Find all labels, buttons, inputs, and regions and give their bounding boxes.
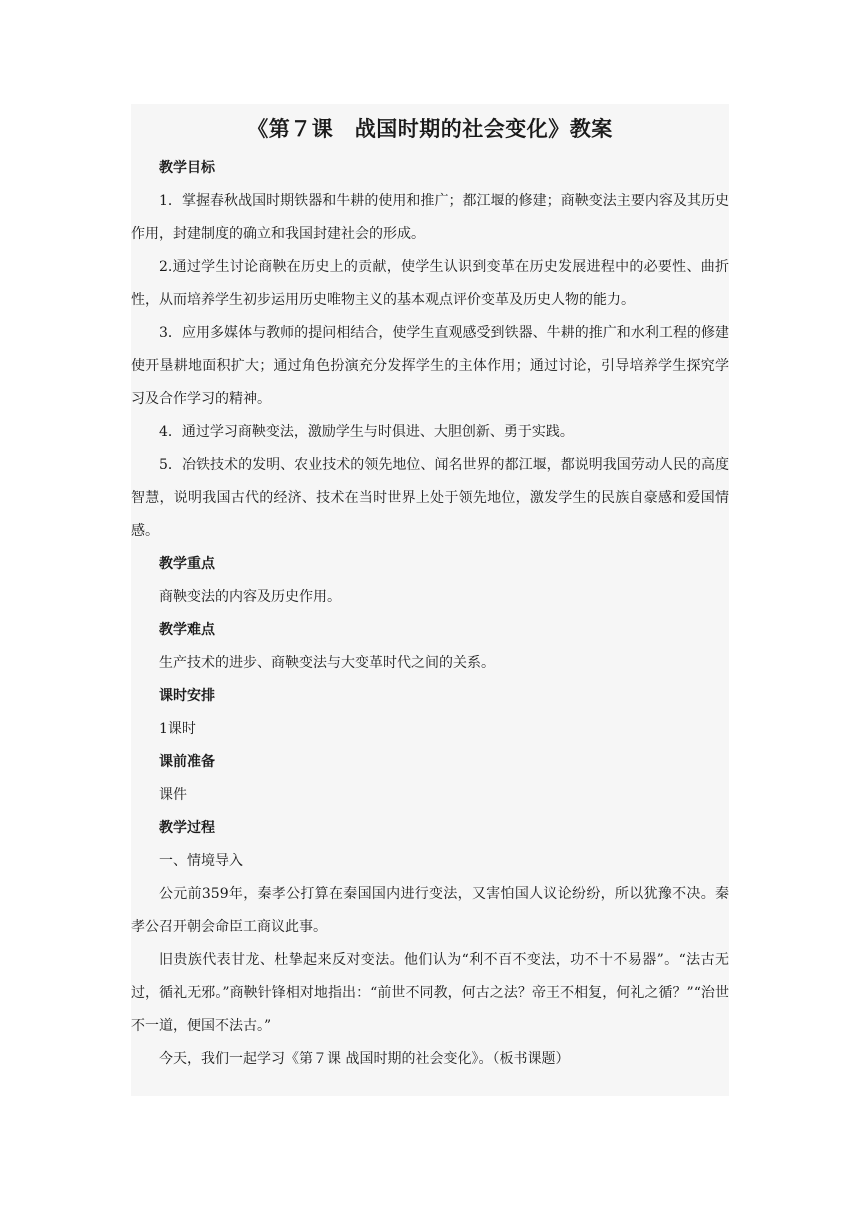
section-heading-schedule: 课时安排	[159, 688, 215, 704]
process-paragraph-2: 旧贵族代表甘龙、杜挚起来反对变法。他们认为“利不百不变法，功不十不易器”。“法古无过，循礼无邪。”商鞅针锋相对地指出：“前世不同教，何古之法？帝王不相复，何礼之循？”“治世不一道，便国不法古。”	[131, 952, 729, 1034]
section-heading-process: 教学过程	[159, 820, 215, 836]
difficulties-text: 生产技术的进步、商鞅变法与大变革时代之间的关系。	[159, 655, 495, 671]
schedule-text: 1课时	[159, 721, 196, 737]
section-heading-difficulties: 教学难点	[159, 622, 215, 638]
key-points-text: 商鞅变法的内容及历史作用。	[159, 589, 341, 605]
section-heading-key-points: 教学重点	[159, 556, 215, 572]
process-step-intro: 一、情境导入	[159, 853, 243, 869]
document-title: 《第７课 战国时期的社会变化》教案	[247, 117, 613, 141]
objective-3: 3．应用多媒体与教师的提问相结合，使学生直观感受到铁器、牛耕的推广和水利工程的修建使开垦耕地面积扩大；通过角色扮演充分发挥学生的主体作用；通过讨论，引导培养学生探究学习及合作学习的精神。	[131, 325, 729, 407]
objective-1: 1．掌握春秋战国时期铁器和牛耕的使用和推广；都江堰的修建；商鞅变法主要内容及其历史作用，封建制度的确立和我国封建社会的形成。	[131, 193, 729, 242]
objective-2: 2.通过学生讨论商鞅在历史上的贡献，使学生认识到变革在历史发展进程中的必要性、曲折性，从而培养学生初步运用历史唯物主义的基本观点评价变革及历史人物的能力。	[131, 259, 729, 308]
section-heading-objectives: 教学目标	[159, 160, 215, 176]
preparation-text: 课件	[159, 787, 187, 803]
objective-5: 5．冶铁技术的发明、农业技术的领先地位、闻名世界的都江堰，都说明我国劳动人民的高度智慧，说明我国古代的经济、技术在当时世界上处于领先地位，激发学生的民族自豪感和爱国情感。	[131, 457, 729, 539]
document-body	[131, 104, 729, 1076]
process-paragraph-3: 今天，我们一起学习《第７课 战国时期的社会变化》。（板书课题）	[159, 1051, 570, 1067]
objective-4: 4．通过学习商鞅变法，激励学生与时俱进、大胆创新、勇于实践。	[159, 424, 574, 440]
section-heading-preparation: 课前准备	[159, 754, 215, 770]
process-paragraph-1: 公元前359年，秦孝公打算在秦国国内进行变法，又害怕国人议论纷纷，所以犹豫不决。秦孝公召开朝会命臣工商议此事。	[131, 886, 729, 935]
